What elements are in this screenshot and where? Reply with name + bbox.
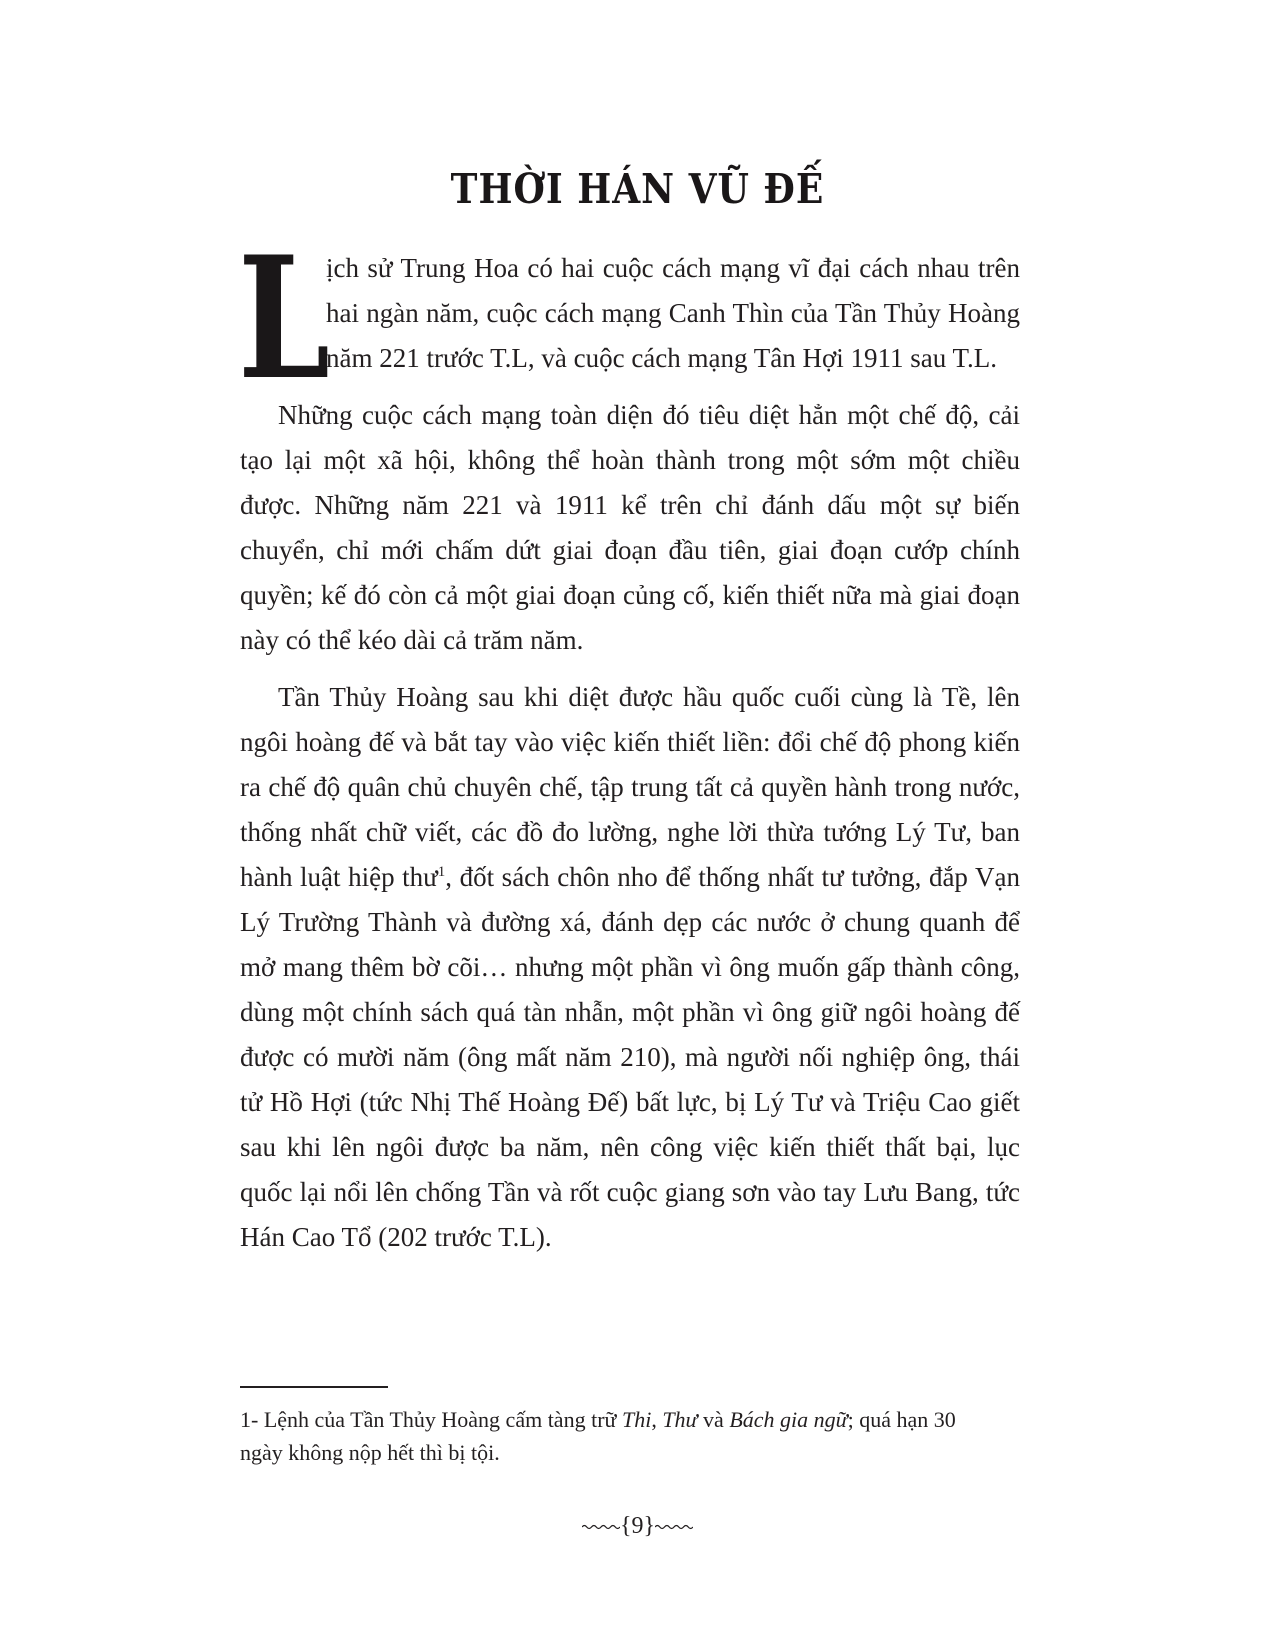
footnote-tail: ; quá hạn 30 ngày không nộp hết thì bị tội. [240,1407,956,1465]
page-number: {9} [619,1513,656,1539]
footnote-ref: 1 [437,864,446,880]
footnote-rule [240,1386,388,1388]
paragraph-1-text: ịch sử Trung Hoa có hai cuộc cách mạng vĩ đại cách nhau trên hai ngàn năm, cuộc cách mạng Canh Thìn của Tần Thủy Hoàng năm 221 trước T.L, và cuộc cách mạng Tân Hợi 1911 sau T.L. [326,253,1020,373]
footnote-sep-2: và [697,1407,730,1432]
footnote-em-3: Bách gia ngữ [729,1407,848,1432]
paragraph-3-part-a: Tần Thủy Hoàng sau khi diệt được hầu quốc cuối cùng là Tề, lên ngôi hoàng đế và bắt tay vào việc kiến thiết liền: đổi chế độ phong kiến ra chế độ quân chủ chuyên chế, tập trung tất cả quyền hành trong nước, thống nhất chữ viết, các đồ đo lường, nghe lời thừa tướng Lý Tư, ban hành luật hiệp thư [240,682,1020,892]
footnote-em-1: Thi [621,1407,652,1432]
paragraph-1 [238,219,1020,417]
paragraph-2: Những cuộc cách mạng toàn diện đó tiêu diệt hẳn một chế độ, cải tạo lại một xã hội, không thể hoàn thành trong một sớm một chiều được. Những năm 221 và 1911 kể trên chỉ đánh dấu một sự biến chuyển, chỉ mới chấm dứt giai đoạn đầu tiên, giai đoạn cướp chính quyền; kế đó còn cả một giai đoạn củng cố, kiến thiết nữa mà giai đoạn này có thể kéo dài cả trăm năm. [240,400,1020,655]
footnote [240,1403,1000,1469]
chapter-title: THỜI HÁN VŨ ĐẾ [450,164,825,214]
page-number-block [0,1513,1275,1540]
paragraph-3-part-b: , đốt sách chôn nho để thống nhất tư tưởng, đắp Vạn Lý Trường Thành và đường xá, đánh dẹp các nước ở chung quanh để mở mang thêm bờ cõi… nhưng một phần vì ông muốn gấp thành công, dùng một chính sách quá tàn nhẫn, một phần vì ông giữ ngôi hoàng đế được có mười năm (ông mất năm 210), mà người nối nghiệp ông, thái tử Hồ Hợi (tức Nhị Thế Hoàng Đế) bất lực, bị Lý Tư và Triệu Cao giết sau khi lên ngôi được ba năm, nên công việc kiến thiết thất bại, lục quốc lại nổi lên chống Tần và rốt cuộc giang sơn vào tay Lưu Bang, tức Hán Cao Tổ (202 trước T.L). [240,862,1020,1252]
paragraph-3 [240,675,1020,1260]
footnote-lead: 1- Lệnh của Tần Thủy Hoàng cấm tàng trữ [240,1407,622,1432]
footnote-sep-1: , [651,1407,663,1432]
footnote-em-2: Thư [662,1407,698,1432]
wave-ornament-icon [582,1524,620,1530]
drop-cap: L [238,219,331,417]
wave-ornament-icon [655,1524,693,1530]
body-text [238,219,1020,1272]
